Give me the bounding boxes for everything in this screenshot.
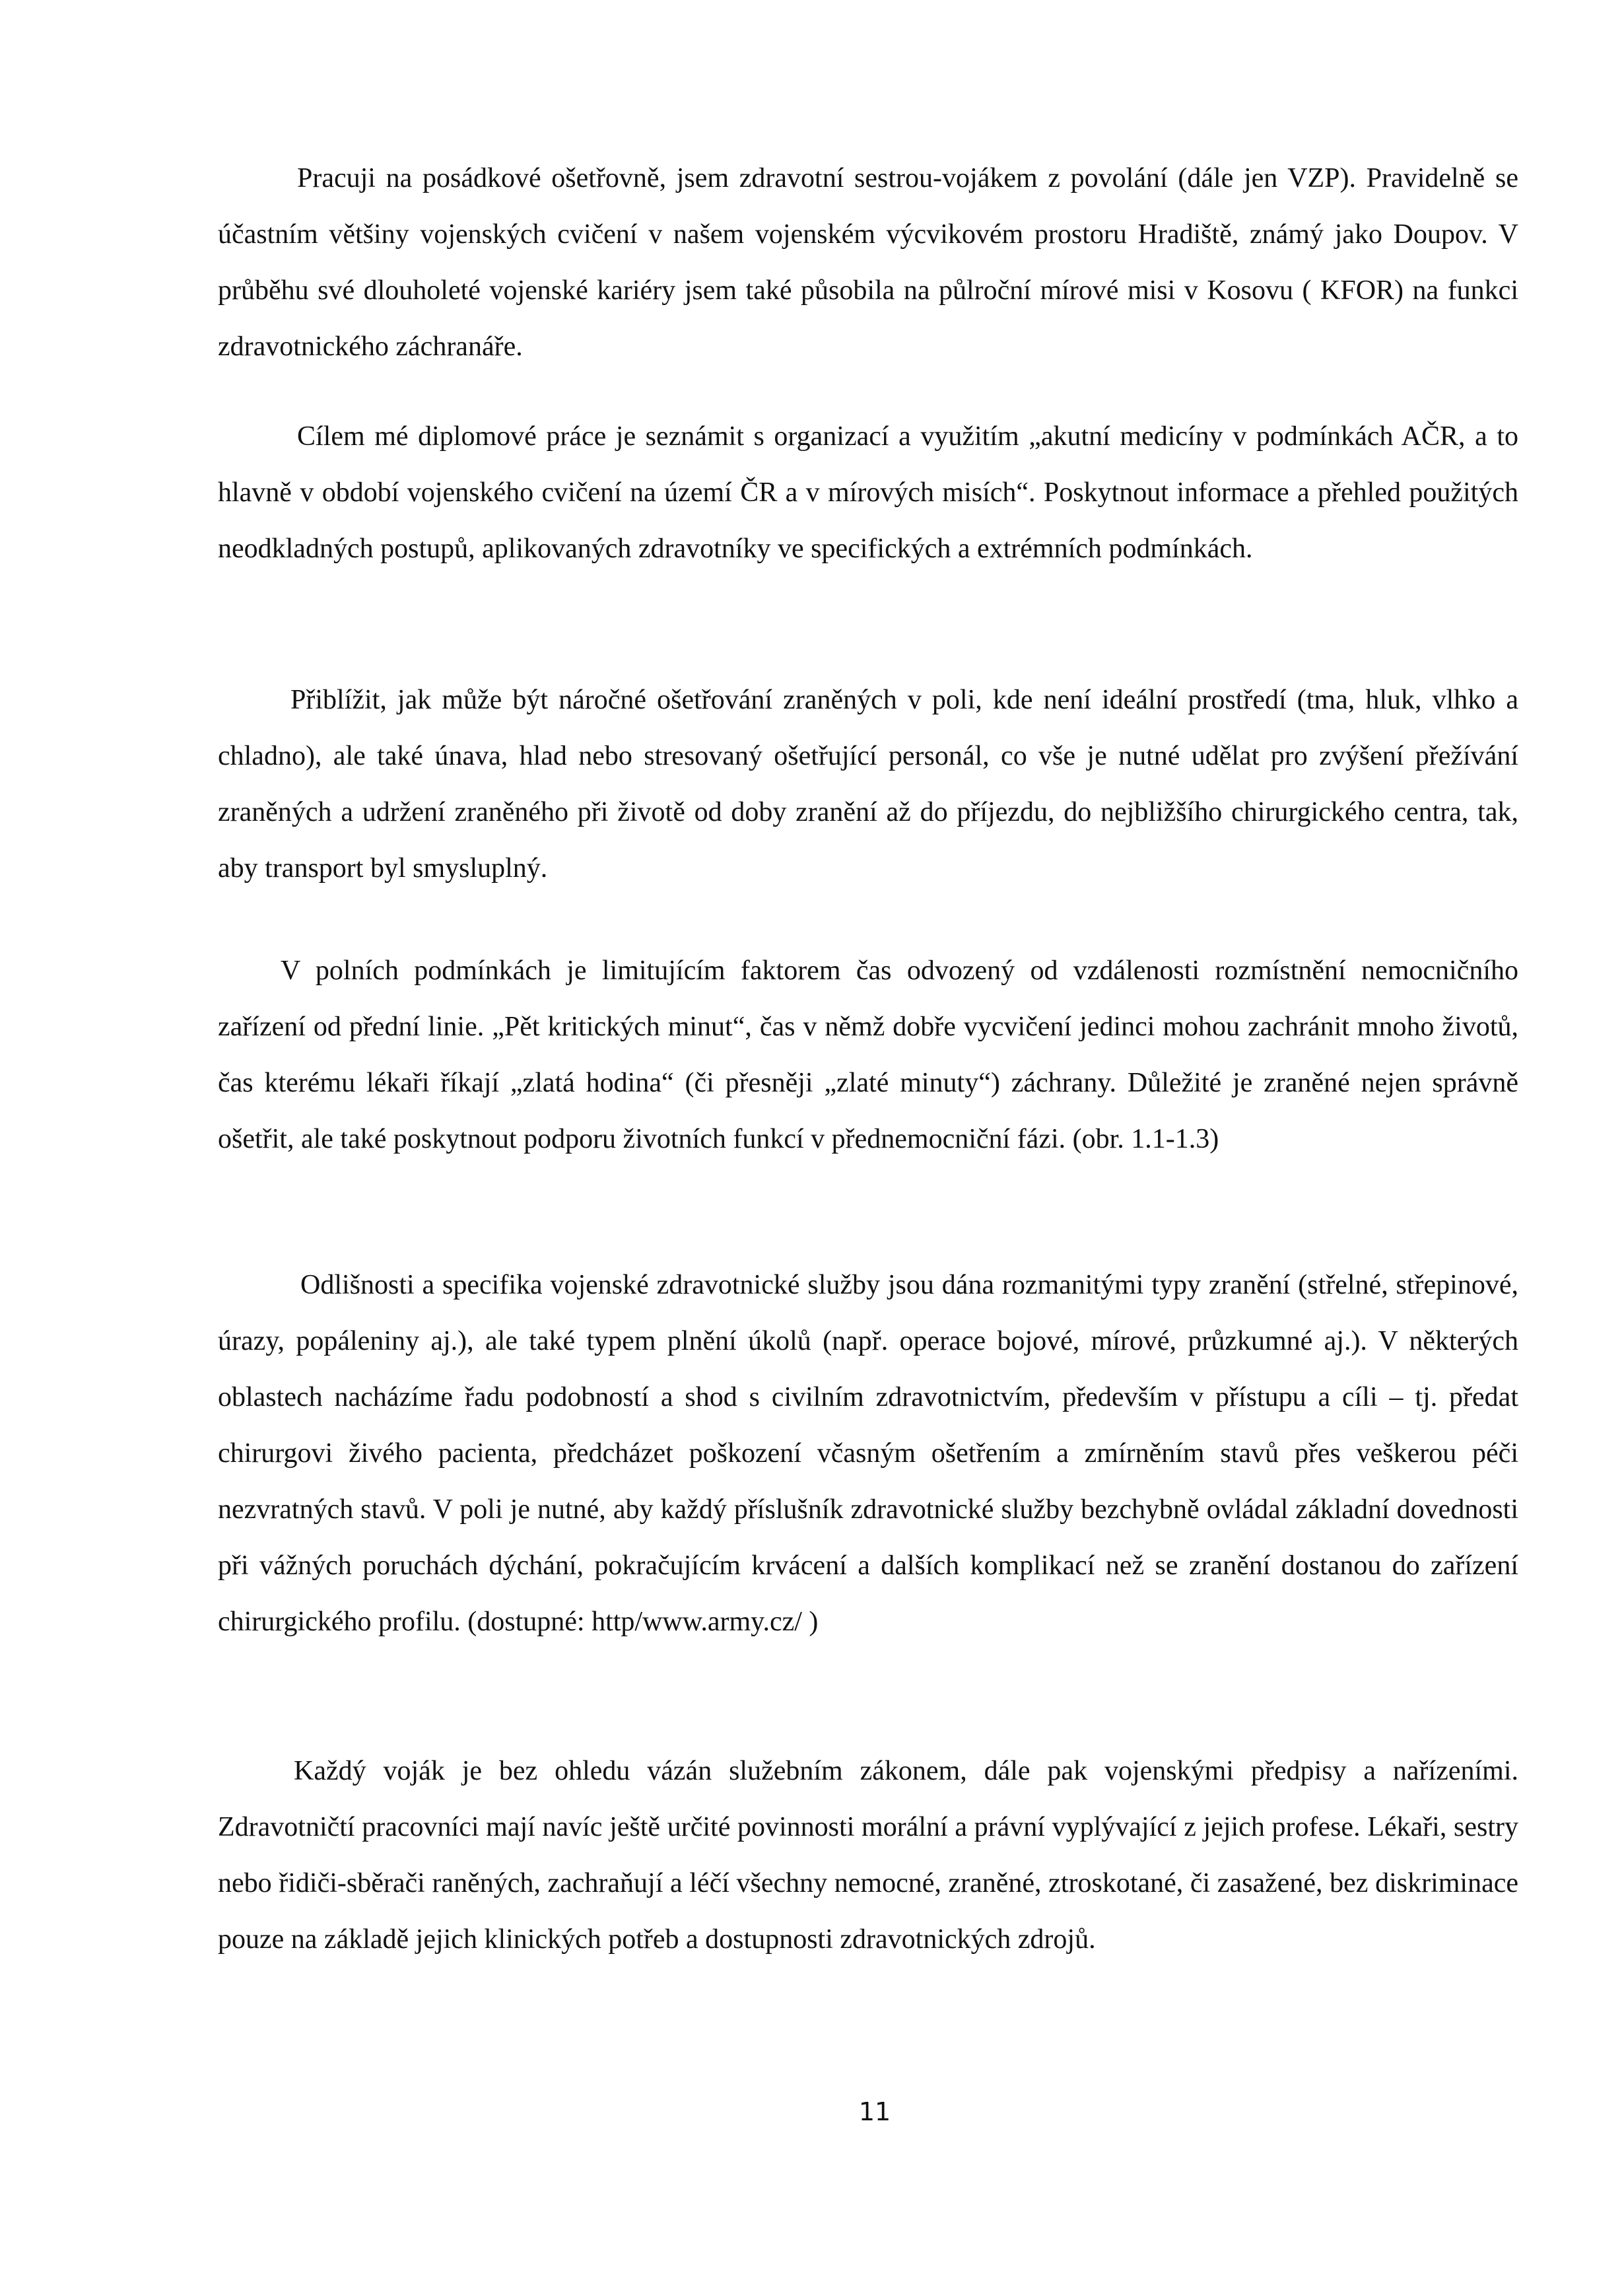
paragraph-field-care: Přiblížit, jak může být náročné ošetřování zraněných v poli, kde není ideální prostředí (tma, hluk, vlhko a chladno), ale také únava, hlad nebo stresovaný ošetřující personál, co vše je nutné udělat pro zvýšení přežívání zraněných a udržení zraněného při životě od doby zranění až do příjezdu, do nejbližšího chirurgického centra, tak, aby transport byl smysluplný. [218,685,1518,884]
paragraph-thesis-aim: Cílem mé diplomové práce je seznámit s organizací a využitím „akutní medicíny v podmínkách AČR, a to hlavně v období vojenského cvičení na území ČR a v mírových misích“. Poskytnout informace a přehled použitých neodkladných postupů, aplikovaných zdravotníky ve specifických a extrémních podmínkách. [218,421,1518,564]
paragraph-critical-minutes: V polních podmínkách je limitujícím faktorem čas odvozený od vzdálenosti rozmístnění nemocničního zařízení od přední linie. „Pět kritických minut“, čas v němž dobře vycvičení jedinci mohou zachránit mnoho životů, čas kterému lékaři říkají „zlatá hodina“ (či přesněji „zlaté minuty“) záchrany. Důležité je zraněné nejen správně ošetřit, ale také poskytnout podporu životních funkcí v přednemocniční fázi. (obr. 1.1-1.3) [218,956,1518,1154]
paragraph-soldier-duties: Každý voják je bez ohledu vázán služebním zákonem, dále pak vojenskými předpisy a nařízeními. Zdravotničtí pracovníci mají navíc ještě určité povinnosti morální a právní vyplývající z jejich profese. Lékaři, sestry nebo řidiči-sběrači raněných, zachraňují a léčí všechny nemocné, zraněné, ztroskotané, či zasažené, bez diskriminace pouze na základě jejich klinických potřeb a dostupnosti zdravotnických zdrojů. [218,1756,1518,1955]
page-number: 11 [858,2097,891,2126]
paragraph-military-medical-specifics: Odlišnosti a specifika vojenské zdravotnické služby jsou dána rozmanitými typy zranění (střelné, střepinové, úrazy, popáleniny aj.), ale také typem plnění úkolů (např. operace bojové, mírové, průzkumné aj.). V některých oblastech nacházíme řadu podobností a shod s civilním zdravotnictvím, především v přístupu a cíli – tj. předat chirurgovi živého pacienta, předcházet poškození včasným ošetřením a zmírněním stavů přes veškerou péči nezvratných stavů. V poli je nutné, aby každý příslušník zdravotnické služby bezchybně ovládal základní dovednosti při vážných poruchách dýchání, pokračujícím krvácení a dalších komplikací než se zranění dostanou do zařízení chirurgického profilu. (dostupné: http/www.army.cz/ ) [218,1270,1518,1637]
paragraph-introduction: Pracuji na posádkové ošetřovně, jsem zdravotní sestrou-vojákem z povolání (dále jen VZP). Pravidelně se účastním většiny vojenských cvičení v našem vojenském výcvikovém prostoru Hradiště, známý jako Doupov. V průběhu své dlouholeté vojenské kariéry jsem také působila na půlroční mírové misi v Kosovu ( KFOR) na funkci zdravotnického záchranáře. [218,163,1518,362]
